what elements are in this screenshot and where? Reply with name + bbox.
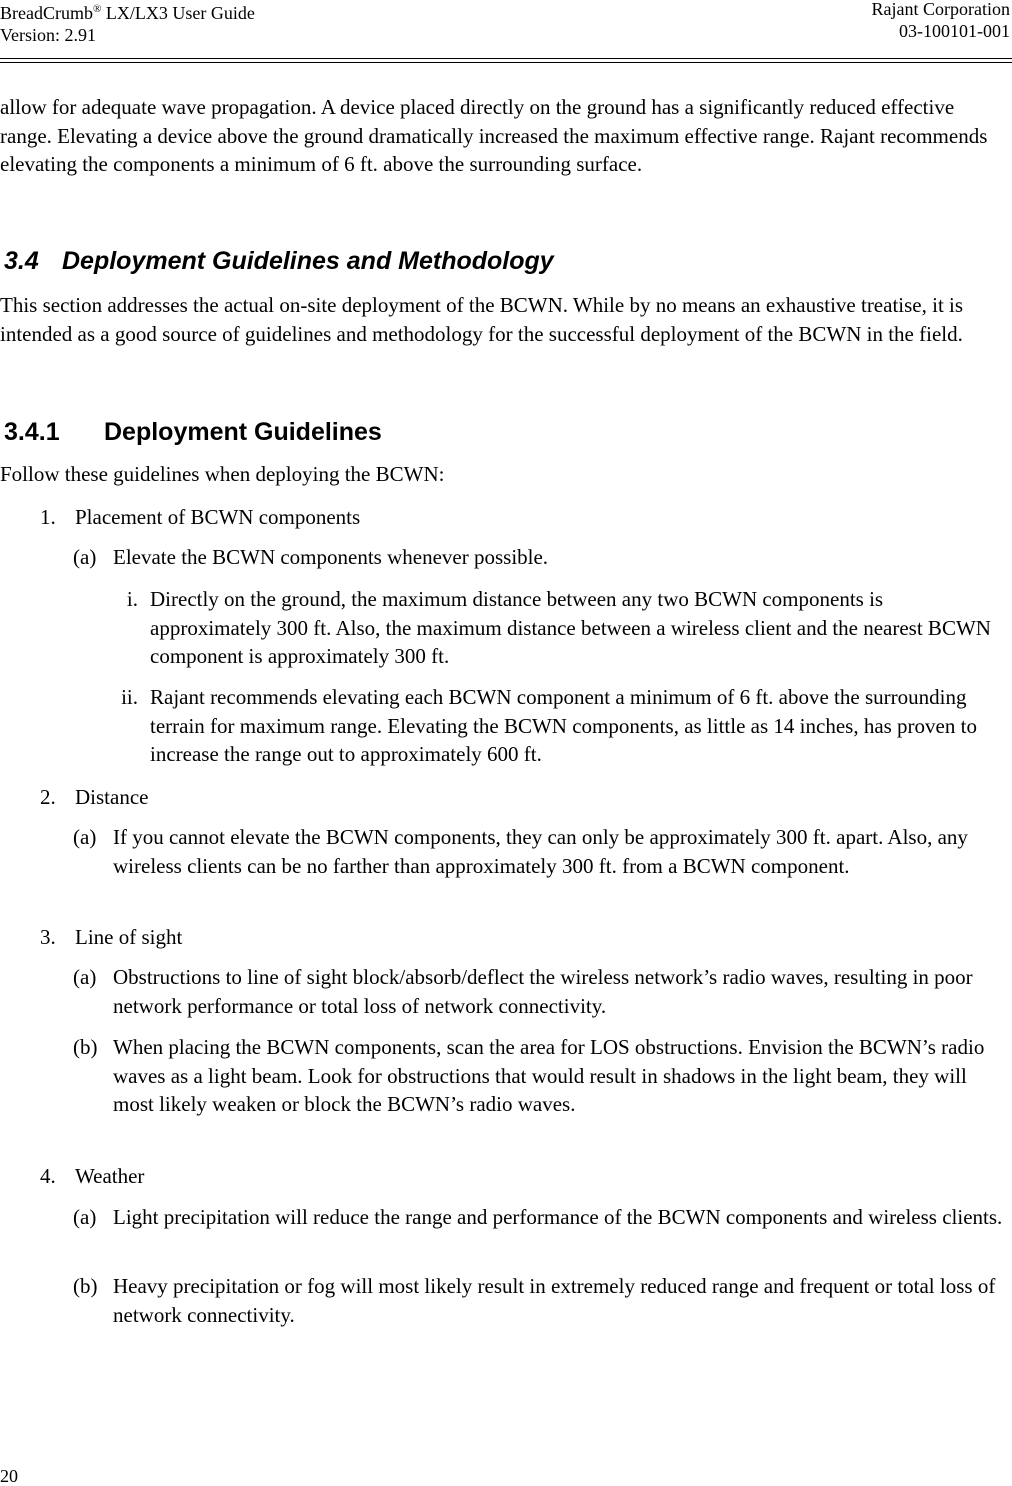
list-text: If you cannot elevate the BCWN components, they can only be approximately 300 ft. apart. Also, any wireless clients can be no farther than approximately 300 ft. from a BCWN component. bbox=[113, 825, 968, 878]
list-marker: (b) bbox=[73, 1035, 98, 1059]
subsection-intro: Follow these guidelines when deploying the BCWN: bbox=[0, 462, 445, 486]
list-item-4b bbox=[73, 1272, 1008, 1329]
registered-mark: ® bbox=[92, 3, 102, 15]
list-item-1 bbox=[40, 503, 980, 532]
list-item-2 bbox=[40, 783, 980, 812]
list-text: Placement of BCWN components bbox=[75, 505, 361, 529]
list-text: Weather bbox=[75, 1164, 145, 1188]
list-marker: (a) bbox=[73, 1205, 97, 1229]
list-marker: (a) bbox=[73, 965, 97, 989]
list-text: Obstructions to line of sight block/absorb/deflect the wireless network’s radio waves, resulting in poor network performance or total loss of network connectivity. bbox=[113, 965, 973, 1018]
subsection-number: 3.4.1 bbox=[4, 418, 60, 446]
list-item-2a bbox=[73, 823, 1008, 880]
list-marker: 2. bbox=[40, 785, 56, 809]
header-left bbox=[0, 0, 255, 46]
list-item-4 bbox=[40, 1162, 980, 1191]
list-item-1a-i bbox=[100, 585, 1005, 671]
list-text: Distance bbox=[75, 785, 149, 809]
list-marker: ii. bbox=[121, 685, 138, 709]
page-number: 20 bbox=[0, 1466, 18, 1486]
section-title: Deployment Guidelines and Methodology bbox=[62, 247, 554, 275]
list-item-4a bbox=[73, 1203, 1008, 1232]
list-marker: (a) bbox=[73, 825, 97, 849]
list-item-3a bbox=[73, 963, 1008, 1020]
list-marker: i. bbox=[126, 587, 138, 611]
section-number: 3.4 bbox=[4, 247, 39, 275]
list-item-1a-ii bbox=[100, 683, 1005, 769]
list-item-3 bbox=[40, 923, 980, 952]
list-marker: (a) bbox=[73, 545, 97, 569]
section-paragraph: This section addresses the actual on-site deployment of the BCWN. While by no means an exhaustive treatise, it is intended as a good source of guidelines and methodology for the successful deployment of the BCWN in the field. bbox=[0, 293, 964, 346]
company-name: Rajant Corporation bbox=[871, 0, 1010, 19]
header-rule-top bbox=[0, 58, 1012, 59]
subsection-title: Deployment Guidelines bbox=[104, 418, 382, 446]
list-marker: (b) bbox=[73, 1274, 98, 1298]
list-text: When placing the BCWN components, scan the area for LOS obstructions. Envision the BCWN’s radio waves as a light beam. Look for obstructions that would result in shadows in the light beam, they will most likely weaken or block the BCWN’s radio waves. bbox=[113, 1035, 985, 1116]
doc-number: 03-100101-001 bbox=[899, 21, 1010, 41]
list-marker: 1. bbox=[40, 505, 56, 529]
list-text: Elevate the BCWN components whenever possible. bbox=[113, 545, 549, 569]
doc-title: BreadCrumb® LX/LX3 User Guide bbox=[0, 3, 255, 23]
list-text: Line of sight bbox=[75, 925, 183, 949]
list-text: Rajant recommends elevating each BCWN component a minimum of 6 ft. above the surrounding terrain for maximum range. Elevating the BCWN components, as little as 14 inches, has proven to increase the range out to approximately 600 ft. bbox=[150, 685, 977, 766]
doc-version: Version: 2.91 bbox=[0, 25, 96, 45]
header-rule-bottom bbox=[0, 62, 1012, 63]
list-text: Light precipitation will reduce the range and performance of the BCWN components and wireless clients. bbox=[113, 1205, 1003, 1229]
list-marker: 4. bbox=[40, 1164, 56, 1188]
header-right bbox=[872, 0, 1010, 42]
subsection-heading bbox=[4, 417, 382, 447]
list-text: Heavy precipitation or fog will most likely result in extremely reduced range and frequent or total loss of network connectivity. bbox=[113, 1274, 996, 1327]
section-heading bbox=[4, 246, 554, 276]
intro-paragraph: allow for adequate wave propagation. A device placed directly on the ground has a significantly reduced effective range. Elevating a device above the ground dramatically increased the maximum effective range. Rajant recommends elevating the components a minimum of 6 ft. above the surrounding surface. bbox=[0, 95, 988, 176]
list-text: Directly on the ground, the maximum distance between any two BCWN components is approximately 300 ft. Also, the maximum distance between a wireless client and the nearest BCWN component is approximately 300 ft. bbox=[150, 587, 991, 668]
list-item-1a bbox=[73, 543, 1008, 572]
list-marker: 3. bbox=[40, 925, 56, 949]
list-item-3b bbox=[73, 1033, 1008, 1119]
